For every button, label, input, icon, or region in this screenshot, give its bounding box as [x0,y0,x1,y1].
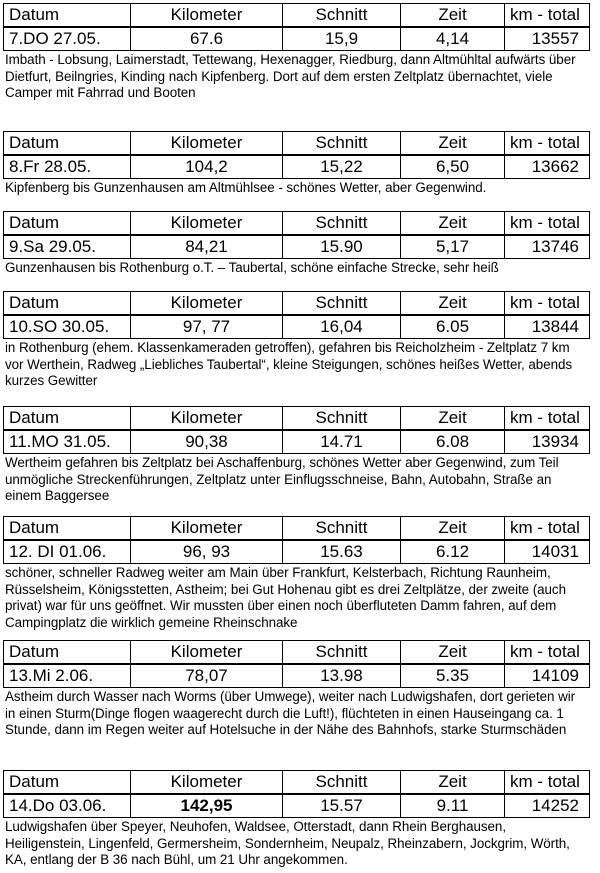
header-kilometer: Kilometer [131,132,283,156]
cell-datum: 10.SO 30.05. [4,315,131,339]
entry-note: Ludwigshafen über Speyer, Neuhofen, Waldsee, Otterstadt, dann Rhein Berghausen, Heiligenstein, Lingenfeld, Germersheim, Sondernheim, Neupalz, Rheinzabern, Jockgrim, Wörth, KA, entlang der B 36 nach Bühl, um 21 Uhr angekommen. [5,819,570,867]
cell-km-total: 13746 [505,235,590,259]
header-kilometer: Kilometer [131,517,283,541]
cell-km-total: 14252 [505,794,590,818]
log-entry [3,406,589,505]
cell-kilometer: 97, 77 [131,315,283,339]
header-kilometer: Kilometer [131,771,283,795]
cell-zeit: 6.05 [401,315,505,339]
header-kilometer: Kilometer [131,641,283,665]
cell-zeit: 4,14 [401,27,505,51]
header-kilometer: Kilometer [131,292,283,316]
header-schnitt: Schnitt [283,212,401,236]
cell-schnitt: 15.63 [283,540,401,564]
cell-km-total: 13662 [505,155,590,179]
cell-datum: 13.Mi 2.06. [4,664,131,688]
header-schnitt: Schnitt [283,641,401,665]
log-entry [3,770,589,869]
value-row [4,235,590,259]
header-zeit: Zeit [401,641,505,665]
header-km-total: km - total [505,4,590,28]
cell-datum: 9.Sa 29.05. [4,235,131,259]
value-row [4,27,590,51]
cell-schnitt: 14.71 [283,430,401,454]
entry-table [3,291,590,339]
header-km-total: km - total [505,407,590,431]
header-schnitt: Schnitt [283,407,401,431]
cell-zeit: 6.12 [401,540,505,564]
header-datum: Datum [4,132,131,156]
header-schnitt: Schnitt [283,4,401,28]
header-datum: Datum [4,4,131,28]
header-zeit: Zeit [401,292,505,316]
cell-zeit: 6.08 [401,430,505,454]
header-km-total: km - total [505,771,590,795]
entry-table [3,406,590,454]
cell-schnitt: 15.90 [283,235,401,259]
header-row [4,641,590,665]
header-row [4,4,590,28]
entry-note: Gunzenhausen bis Rothenburg o.T. – Taubertal, schöne einfache Strecke, sehr heiß [5,260,499,275]
header-datum: Datum [4,771,131,795]
cell-schnitt: 16,04 [283,315,401,339]
entry-table [3,3,590,51]
header-zeit: Zeit [401,407,505,431]
entry-table [3,131,590,179]
cell-km-total: 13934 [505,430,590,454]
cell-datum: 12. DI 01.06. [4,540,131,564]
value-row [4,540,590,564]
entry-table [3,211,590,259]
header-row [4,212,590,236]
header-row [4,407,590,431]
value-row [4,794,590,818]
cell-schnitt: 15,9 [283,27,401,51]
cell-kilometer: 142,95 [131,794,283,818]
cell-schnitt: 13.98 [283,664,401,688]
cell-schnitt: 15,22 [283,155,401,179]
log-entry [3,3,589,102]
header-zeit: Zeit [401,517,505,541]
entry-table [3,640,590,688]
header-schnitt: Schnitt [283,517,401,541]
cell-km-total: 14031 [505,540,590,564]
header-datum: Datum [4,517,131,541]
cell-kilometer: 90,38 [131,430,283,454]
header-km-total: km - total [505,292,590,316]
header-kilometer: Kilometer [131,407,283,431]
header-kilometer: Kilometer [131,4,283,28]
log-entry [3,516,589,631]
cell-km-total: 13844 [505,315,590,339]
cell-kilometer: 67.6 [131,27,283,51]
cell-km-total: 13557 [505,27,590,51]
log-entry [3,291,589,390]
value-row [4,664,590,688]
header-datum: Datum [4,407,131,431]
header-zeit: Zeit [401,212,505,236]
header-zeit: Zeit [401,4,505,28]
entry-table [3,770,590,818]
entry-note: schöner, schneller Radweg weiter am Main über Frankfurt, Kelsterbach, Richtung Raunheim, Rüsselsheim, Königsstetten, Astheim; bei Gut Hohenau gibt es drei Zeltplätze, der zweite (auch privat) war für uns geöffnet. Wir mussten über einen noch überfluteten Damm fahren, auf dem Campingplatz die wirklich gemeine Rheinschnake [5,565,566,630]
header-datum: Datum [4,292,131,316]
cell-kilometer: 84,21 [131,235,283,259]
cell-datum: 11.MO 31.05. [4,430,131,454]
header-kilometer: Kilometer [131,212,283,236]
value-row [4,430,590,454]
value-row [4,155,590,179]
header-row [4,517,590,541]
cell-zeit: 5.35 [401,664,505,688]
cell-kilometer: 96, 93 [131,540,283,564]
header-km-total: km - total [505,517,590,541]
cell-kilometer: 104,2 [131,155,283,179]
entry-note: Astheim durch Wasser nach Worms (über Umwege), weiter nach Ludwigshafen, dort gerieten wir in einen Sturm(Dinge flogen waagerecht durch die Luft!), flüchteten in einen Hauseingang ca. 1 Stunde, dann im Regen weiter auf Hotelsuche in der Nähe des Bahnhofs, starke Sturmschäden [5,689,576,737]
entry-table [3,516,590,564]
entry-note: Kipfenberg bis Gunzenhausen am Altmühlsee - schönes Wetter, aber Gegenwind. [5,180,487,195]
header-km-total: km - total [505,641,590,665]
header-datum: Datum [4,641,131,665]
header-schnitt: Schnitt [283,292,401,316]
cell-zeit: 6,50 [401,155,505,179]
header-datum: Datum [4,212,131,236]
cell-datum: 8.Fr 28.05. [4,155,131,179]
cell-schnitt: 15.57 [283,794,401,818]
cell-km-total: 14109 [505,664,590,688]
log-entry [3,131,589,197]
header-schnitt: Schnitt [283,771,401,795]
header-schnitt: Schnitt [283,132,401,156]
entry-note: in Rothenburg (ehem. Klassenkameraden getroffen), gefahren bis Reicholzheim - Zeltplatz 7 km vor Werthein, Radweg „Liebliches Taubertal“, kleine Steigungen, schönes heißes Wetter, abends kurzes Gewitter [5,340,573,388]
log-entry [3,640,589,739]
header-zeit: Zeit [401,132,505,156]
header-row [4,132,590,156]
header-row [4,771,590,795]
cell-zeit: 9.11 [401,794,505,818]
cell-kilometer: 78,07 [131,664,283,688]
header-row [4,292,590,316]
entry-note: Wertheim gefahren bis Zeltplatz bei Aschaffenburg, schönes Wetter aber Gegenwind, zum Teil unmögliche Streckenführungen, Zeltplatz unter Einflugsschneise, Bahn, Autobahn, Straße an einem Baggersee [5,455,559,503]
log-entry [3,211,589,277]
cell-datum: 14.Do 03.06. [4,794,131,818]
header-zeit: Zeit [401,771,505,795]
header-km-total: km - total [505,212,590,236]
entry-note: Imbath - Lobsung, Laimerstadt, Tettewang, Hexenagger, Riedburg, dann Altmühltal aufwärts über Dietfurt, Beilngries, Kinding nach Kipfenberg. Dort auf dem ersten Zeltplatz übernachtet, viele Camper mit Fahrrad und Booten [5,52,576,100]
header-km-total: km - total [505,132,590,156]
cell-zeit: 5,17 [401,235,505,259]
value-row [4,315,590,339]
cell-datum: 7.DO 27.05. [4,27,131,51]
